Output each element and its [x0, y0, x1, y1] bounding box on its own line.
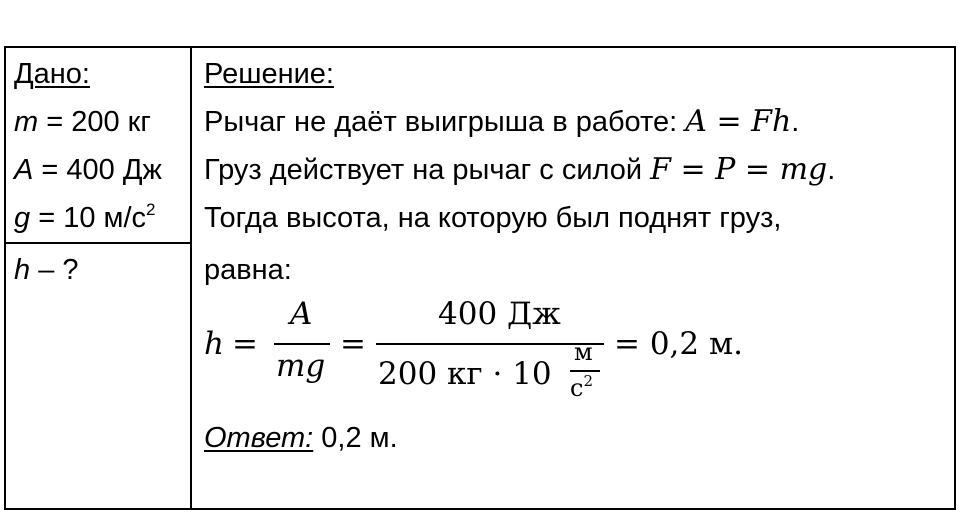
solution-line-2 [204, 152, 835, 188]
given-gravity [14, 200, 155, 236]
given-work-var: A [14, 154, 34, 186]
given-gravity-var: g [14, 202, 31, 234]
frac2-bar [376, 343, 604, 345]
solution-line-3: Тогда высота, на которую был поднят груз, [204, 202, 782, 234]
unit-den-exp: 2 [583, 372, 593, 390]
formula-result: = 0,2 м. [614, 326, 743, 362]
unit-numerator: м [574, 338, 593, 366]
given-mass [14, 104, 151, 140]
solution-line-1-end: . [791, 106, 800, 138]
formula-lhs: h [204, 326, 224, 362]
find-var: h [14, 254, 31, 286]
answer-label: Ответ: [204, 422, 314, 454]
formula-eq-2: = [340, 326, 366, 362]
solution-line-1-text: Рычаг не даёт выигрыша в работе: [204, 106, 686, 138]
solution-heading: Решение: [204, 58, 334, 90]
frac1-denominator: mg [276, 348, 326, 384]
solution-line-1 [204, 104, 799, 140]
solution-line-2-math: F = P = mg [650, 152, 828, 187]
answer-line [204, 420, 398, 456]
given-mass-value: = 200 кг [38, 106, 151, 138]
answer-value: 0,2 м. [313, 422, 398, 454]
given-section [6, 48, 190, 244]
solution-line-1-math: A = Fh [685, 104, 792, 139]
given-heading: Дано: [14, 58, 90, 90]
given-mass-var: m [14, 106, 39, 138]
given-gravity-value: = 10 м/с [30, 202, 146, 234]
find-quantity [14, 252, 79, 288]
solution-line-2-end: . [827, 154, 836, 186]
given-column [6, 48, 192, 508]
solution-column [192, 48, 954, 508]
formula-eq-1: = [232, 326, 258, 362]
find-rest: – ? [30, 254, 79, 286]
solution-line-2-text: Груз действует на рычаг с силой [204, 154, 651, 186]
frac1-numerator: A [290, 296, 313, 332]
frac2-denominator: 200 кг · 10 [378, 356, 552, 392]
given-work [14, 152, 162, 188]
given-work-value: = 400 Дж [33, 154, 162, 186]
unit-den-letter: с [570, 374, 584, 402]
solution-table [4, 46, 956, 510]
frac1-bar [274, 343, 330, 345]
solution-line-4: равна: [204, 254, 292, 286]
given-gravity-exp: 2 [146, 200, 156, 219]
frac2-numerator: 400 Дж [438, 296, 561, 332]
height-formula [204, 298, 804, 408]
unit-denominator [570, 374, 593, 402]
